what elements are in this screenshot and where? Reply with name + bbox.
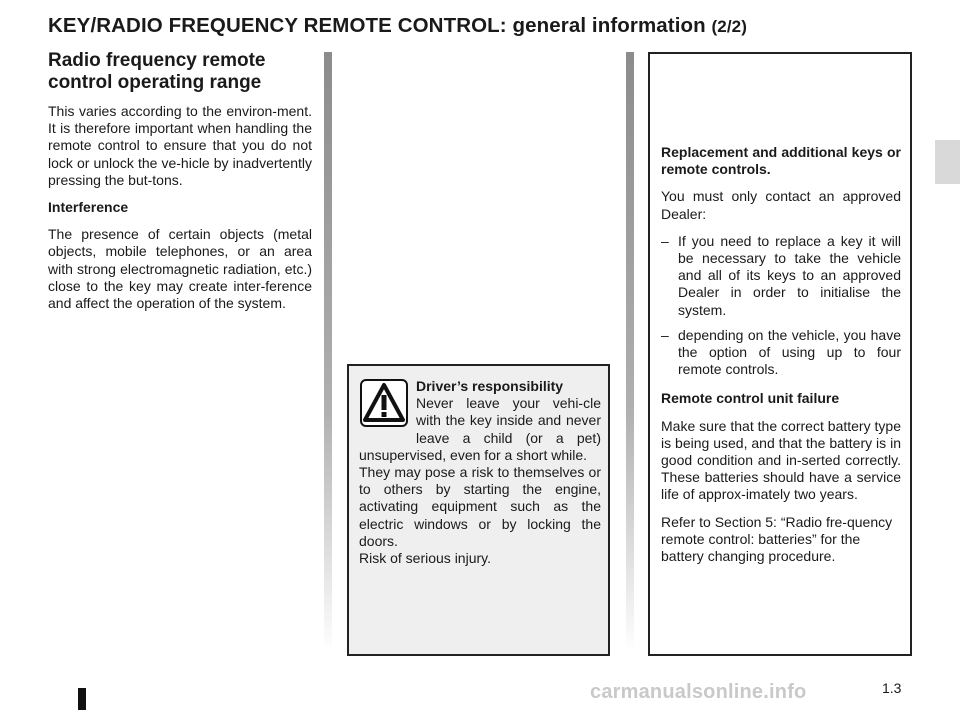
refer-paragraph: Refer to Section 5: “Radio fre-quency remote control: batteries” for the battery changing procedure.	[661, 513, 893, 565]
left-column	[48, 50, 312, 322]
failure-paragraph: Make sure that the correct battery type is being used, and that the battery is in good condition and in-serted correctly. These batteries should have a service life of approx-imately two years.	[661, 417, 901, 503]
warning-heading: Driver’s responsibility	[416, 378, 564, 394]
watermark: carmanualsonline.info	[590, 681, 807, 703]
range-heading	[48, 50, 312, 94]
list-item-text: depending on the vehicle, you have the option of using up to four remote controls.	[678, 326, 901, 378]
right-info-box	[648, 52, 912, 656]
list-dash: –	[661, 232, 669, 249]
list-item	[661, 327, 901, 379]
range-heading-line1: Radio frequency remote	[48, 50, 266, 71]
footer-marker	[78, 688, 86, 710]
column-separator-left	[324, 52, 332, 652]
warning-text	[359, 378, 601, 567]
failure-heading: Remote control unit failure	[661, 390, 840, 407]
list-item	[661, 233, 901, 319]
interference-paragraph: The presence of certain objects (metal objects, mobile telephones, or an area with strong electromagnetic radiation, etc.) close to the key may create inter-ference and affect the operation of the system.	[48, 226, 312, 312]
section-tab-marker	[935, 140, 960, 184]
replacement-heading: Replacement and additional keys or remote controls.	[661, 144, 901, 178]
page-number: 1.3	[882, 680, 902, 696]
range-heading-line2: control operating range	[48, 72, 262, 93]
column-separator-right	[626, 52, 634, 652]
page-part: (2/2)	[711, 17, 748, 36]
range-paragraph: This varies according to the environ-ment. It is therefore important when handling the remote control to ensure that you do not lock or unlock the ve-hicle by inadvertently pressing the but-tons.	[48, 103, 312, 188]
warning-body-3: Risk of serious injury.	[359, 550, 492, 567]
list-dash: –	[661, 326, 669, 343]
warning-body-1: Never leave your vehi-cle with the key inside and never leave a child (or a pet) unsupervised, even for a short while.	[359, 395, 601, 463]
list-item-text: If you need to replace a key it will be necessary to take the vehicle and all of its keys to an approved Dealer in order to initialise the system.	[678, 232, 901, 318]
warning-box	[347, 364, 610, 656]
page-title-text: KEY/RADIO FREQUENCY REMOTE CONTROL: general information	[48, 14, 706, 37]
interference-heading: Interference	[48, 199, 129, 216]
warning-body-2: They may pose a risk to themselves or to others by starting the engine, activating equipment such as the electric windows or by locking the doors.	[359, 464, 601, 549]
page-title	[48, 14, 928, 38]
dealer-text: You must only contact an approved Dealer:	[661, 188, 901, 222]
